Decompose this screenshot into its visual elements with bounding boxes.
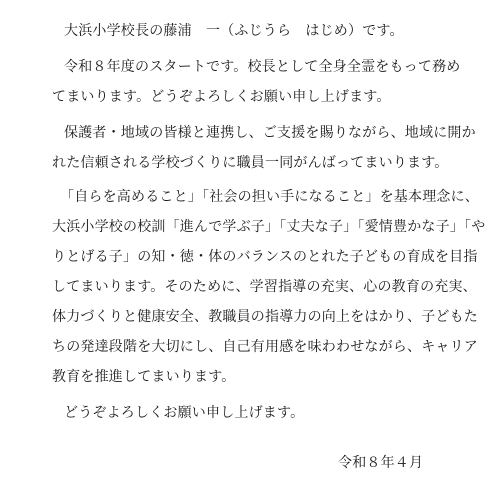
paragraph-1-line-1: 令和８年度のスタートです。校長として全身全霊をもって務め [64,59,461,75]
paragraph-2-line-1: 保護者・地域の皆様と連携し、ご支援を賜りながら、地域に開か [64,125,476,141]
paragraph-3-line-7: 教育を推進してまいります。 [52,369,236,385]
paragraph-3-line-4: してまいります。そのために、学習指導の充実、心の教育の充実、 [52,279,477,295]
paragraph-2-line-2: れた信頼される学校づくりに職員一同がんばってまいります。 [52,155,449,171]
paragraph-3-line-3: りとげる子」の知・徳・体のバランスのとれた子どもの育成を目指 [52,249,478,265]
paragraph-3-line-6: ちの発達段階を大切にし、自己有用感を味わわせながら、キャリア [52,339,478,355]
paragraph-1-line-2: てまいります。どうぞよろしくお願い申し上げます。 [52,89,391,105]
paragraph-3-line-1: 「自らを高めること」「社会の担い手になること」を基本理念に、 [60,189,479,205]
paragraph-3-line-2: 大浜小学校の校訓「進んで学ぶ子」「丈夫な子」「愛情豊かな子」「や [52,219,486,235]
paragraph-3-line-5: 体力づくりと健康安全、教職員の指導力の向上をはかり、子どもた [52,309,478,325]
date-line: 令和８年４月 [338,455,424,471]
closing-line: どうぞよろしくお願い申し上げます。 [64,405,305,421]
intro-line: 大浜小学校長の藤浦 一（ふじうら はじめ）です。 [64,23,404,39]
